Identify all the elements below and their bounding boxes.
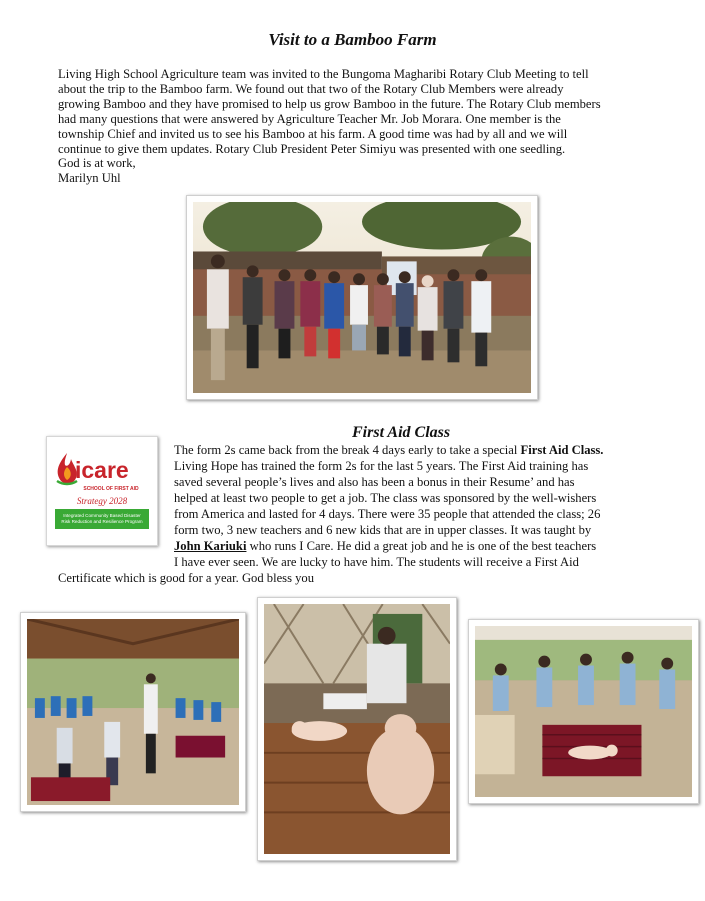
text: The form 2s came back from the break 4 days early to take a special xyxy=(174,443,521,457)
body-line: continue to give them updates. Rotary Club President Peter Simiyu was presented with one seedling. xyxy=(58,141,566,156)
body-line: helped at least two people to get a job. The class was sponsored by the well-wishers xyxy=(174,491,597,505)
logo-wordmark: icare xyxy=(75,457,129,483)
teacher-name: John Kariuki xyxy=(174,539,247,553)
body-line: Living Hope has trained the form 2s for the last 5 years. The First Aid training has xyxy=(174,459,589,473)
body-line xyxy=(174,538,642,554)
article-title-first-aid: First Aid Class xyxy=(352,424,451,441)
logo-bar-line: Risk Reduction and Resilience Program xyxy=(61,519,143,524)
logo-subtitle: SCHOOL OF FIRST AID xyxy=(83,486,139,492)
body-line xyxy=(174,442,642,458)
logo-strategy: Strategy 2028 xyxy=(76,496,128,506)
first-aid-classroom-photo xyxy=(20,612,246,812)
manikin-table-photo xyxy=(257,597,457,861)
body-line: about the trip to the Bamboo farm. We found out that two of the Rotary Club Members were already xyxy=(58,81,564,96)
body-line: form two, 3 new teachers and 6 new kids that are in upper classes. It was taught by xyxy=(174,523,592,537)
students-practice-photo xyxy=(468,619,699,804)
text: who runs I Care. He did a great job and he is one of the best teachers xyxy=(246,539,597,553)
icare-logo xyxy=(46,436,158,546)
signoff-line: God is at work, xyxy=(58,156,136,171)
logo-bar-line: Integrated Community Based Disaster xyxy=(63,513,141,518)
article-body-tail: Certificate which is good for a year. God bless you xyxy=(58,571,315,585)
body-line: growing Bamboo and they have promised to help us grow Bamboo in the future. The Rotary Club members xyxy=(58,96,601,111)
body-line: saved several people’s lives and also has been a bonus in their Resume’ and has xyxy=(174,475,575,489)
body-line: Living High School Agriculture team was invited to the Bungoma Magharibi Rotary Club Meeting to tell xyxy=(58,67,589,81)
bold-text: First Aid Class. xyxy=(520,443,604,457)
article-body-first-aid xyxy=(174,442,642,570)
body-line: township Chief and invited us to see his Bamboo at his farm. A good time was had by all and we will xyxy=(58,126,568,141)
body-line: I have ever seen. We are lucky to have him. The students will receive a First Aid xyxy=(174,555,579,569)
group-photo-rotary xyxy=(186,195,538,400)
logo-program-bar xyxy=(55,509,149,529)
body-line: had many questions that were answered by Agriculture Teacher Mr. Job Morara. One member is the xyxy=(58,111,561,126)
body-line: from America and lasted for 4 days. There were 35 people that attended the class; 26 xyxy=(174,507,601,521)
article-body-bamboo xyxy=(58,67,644,186)
article-title-bamboo: Visit to a Bamboo Farm xyxy=(268,30,437,49)
author-name: Marilyn Uhl xyxy=(58,171,121,186)
